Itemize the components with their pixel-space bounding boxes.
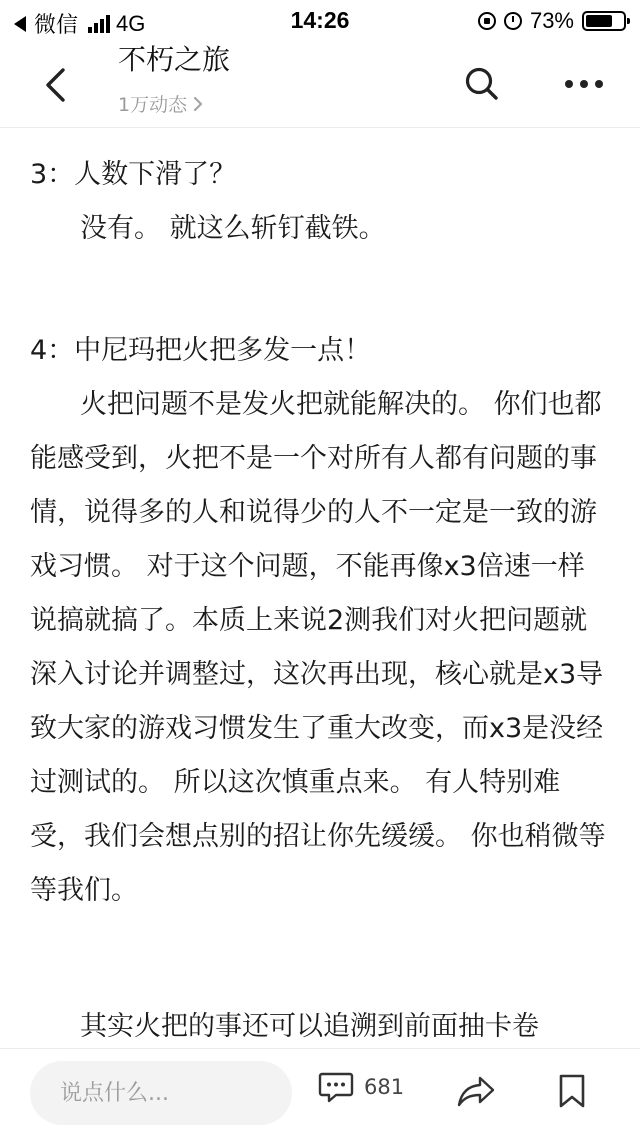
bookmark-icon: [557, 1073, 587, 1109]
article-paragraph: 其实火把的事还可以追溯到前面抽卡卷: [80, 1011, 539, 1042]
bottom-action-bar: [0, 1048, 640, 1136]
more-horizontal-icon: [564, 79, 604, 89]
top-nav-bar: [0, 40, 640, 128]
activity-count-link[interactable]: [118, 90, 230, 117]
article-paragraph: 没有。 就这么斩钉截铁。: [80, 213, 386, 244]
chevron-left-icon: [43, 67, 67, 103]
battery-icon: [582, 11, 626, 31]
share-button[interactable]: [454, 1069, 498, 1113]
comment-icon: [318, 1071, 354, 1103]
network-label: 4G: [116, 10, 146, 36]
status-time: 14:26: [290, 7, 350, 33]
page-title: 不朽之旅: [118, 43, 231, 76]
article-paragraph: 火把问题不是发火把就能解决的。 你们也都能感受到，火把不是一个对所有人都有问题的事情，说得多的人和说得少的人不一定是一致的游戏习惯。 对于这个问题，不能再像x3倍速一样说搞就搞了。本质上来说2测我们对火把问题就深入讨论并调整过，这次再出现，核心就是x3导致大家的游戏习惯发生了重大改变，而x3是没经过测试的。 所以这次慎重点来。 有人特别难受，我们会想点别的招让你先缓缓。 你也稍微等等我们。: [30, 389, 606, 906]
rotation-lock-icon: [478, 12, 496, 30]
battery-percent: 73%: [529, 8, 574, 33]
activity-count: 1万动态: [118, 94, 188, 116]
back-button[interactable]: [30, 60, 80, 110]
title-block[interactable]: [118, 42, 230, 117]
chevron-right-icon: [193, 96, 203, 112]
comment-count: 681: [364, 1075, 405, 1099]
search-icon: [464, 66, 500, 102]
article-paragraph: 4：中尼玛把火把多发一点！: [30, 335, 372, 366]
battery-fill: [586, 15, 612, 27]
status-bar: [0, 0, 640, 40]
comment-input[interactable]: [30, 1061, 292, 1125]
comments-button[interactable]: [318, 1071, 404, 1103]
more-button[interactable]: [556, 60, 612, 108]
search-button[interactable]: [458, 60, 506, 108]
bookmark-button[interactable]: [552, 1069, 592, 1113]
status-right: [478, 8, 626, 34]
article-body: [0, 128, 640, 1048]
carrier-label[interactable]: 微信: [34, 12, 79, 37]
article-paragraph: 3：人数下滑了？: [30, 159, 237, 190]
share-icon: [456, 1074, 496, 1108]
alarm-icon: [504, 12, 522, 30]
